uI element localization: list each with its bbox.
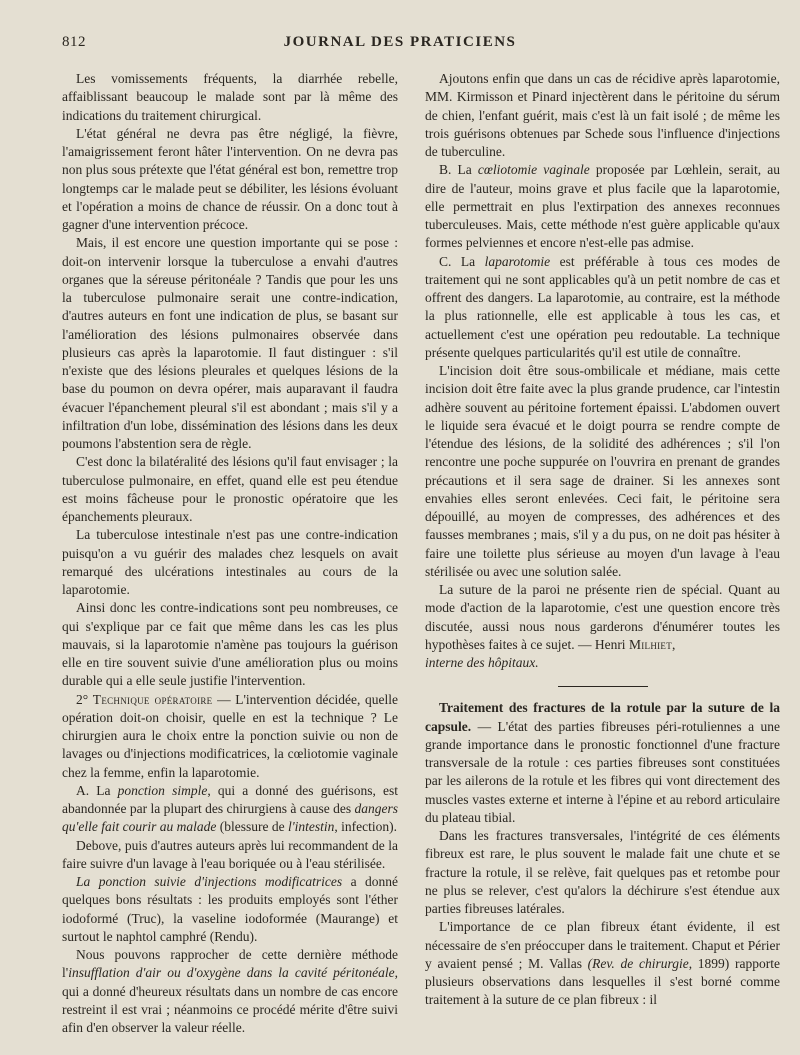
article-rotule bbox=[425, 699, 780, 827]
page-number: 812 bbox=[62, 34, 86, 50]
text-run: B. La bbox=[439, 162, 478, 178]
paragraph-ponction bbox=[62, 782, 398, 837]
author-name: Milhiet bbox=[628, 636, 673, 652]
text-run: , qui a donné d'heureux résultats dans un nombre de cas encore restreint il est vrai ; néanmoins ce procédé mérite d'être suivi afin d'en observer la valeur réelle. bbox=[62, 965, 398, 1035]
text-run: L'importance de ce plan fibreux étant évidente, il est nécessaire de s'en préoccuper dans le traitement. Chaput et Périer y avaient pensé ; M. Vallas bbox=[425, 919, 780, 971]
paragraph: Ainsi donc les contre-indications sont peu nombreuses, ce qui s'explique par ce fait que même dans les cas les plus mauvais, si la laparotomie n'amène pas toujours la guérison elle en tire souvent suivie d'une amélioration plus ou moins durable qui a elle seule justifie l'intervention. bbox=[62, 600, 398, 689]
italic-term: cœliotomie vaginale bbox=[477, 162, 590, 178]
section-heading: Technique opératoire bbox=[92, 691, 213, 707]
paragraph: C'est donc la bilatéralité des lésions qu'il faut envisager ; la tuberculose pulmonaire, en effet, quand elle est peu étendue est moins fâcheuse pour le pronostic opératoire que les épanchements pleuraux. bbox=[62, 454, 398, 524]
text-run: C. La bbox=[439, 253, 485, 269]
paragraph: Mais, il est encore une question importante qui se pose : doit-on intervenir lorsque la tuberculose a envahi d'autres organes que la séreuse péritonéale ? Tandis que pour les uns la tuberculose pulmonaire serait une contre-indication, d'autres auteurs en font une indication de plus, se basant sur l'amélioration des lésions pulmonaires observée dans plusieurs cas après la laparotomie. Il faut distinguer : s'il n'existe que des lésions pleurales et quelques lésions de la base du poumon on devra opérer, mais auparavant il faudra évacuer l'épanchement pleural s'il est abondant ; mais s'il y a infiltration d'un lobe, dissémination des lésions dans les deux poumons l'abstention sera de règle. bbox=[62, 235, 398, 451]
text-run: (blessure de bbox=[216, 819, 288, 835]
paragraph-insufflation bbox=[62, 946, 398, 1037]
paragraph: La tuberculose intestinale n'est pas une contre-indication puisqu'on a vu guérir des malades chez lesquels on avait remarqué des ulcérations intestinales au cours de la laparotomie. bbox=[62, 527, 398, 597]
paragraph: Dans les fractures transversales, l'intégrité de ces éléments fibreux est rare, le plus souvent le malade fait une chute et se fracture la rotule, il se relève, fait quelques pas et retombe pour ne plus se relever, c'est qu'alors la déchirure s'est étendue aux parties fibreuses latérales. bbox=[425, 828, 780, 916]
paragraph: Les vomissements fréquents, la diarrhée rebelle, affaiblissant beaucoup le malade sont par là même des indications du traitement chirurgical. bbox=[62, 71, 398, 123]
text-run: est préférable à tous ces modes de traitement qui ne sont applicables qu'à un petit nombre de cas et offrent des dangers. La laparotomie, au contraire, est la méthode la plus rationnelle, elle est applicable à tous les cas, et actuellement c'est une opération peu redoutable. La technique présente quelques particularités qu'il est utile de connaître. bbox=[425, 253, 780, 360]
paragraph: L'état général ne devra pas être négligé, la fièvre, l'amaigrissement feront hâter l'intervention. On ne devra pas non plus sous prétexte que l'état général est bon, remettre trop longtemps car le malade peut se débiliter, les lésions évoluant et l'opération a moins de chance de réussir. On a donc tout à gagner d'une intervention précoce. bbox=[62, 125, 398, 232]
text-run: — L'état des parties fibreuses péri-rotuliennes a une grande importance dans le pronostic fonctionnel d'une fracture transversale de la rotule : ces parties fibreuses sont constituées par les ailerons de la rotule et les fibres qui vont directement des muscles vastes externe et interne à l'épine et au rebord articulaire du plateau tibial. bbox=[425, 718, 780, 825]
section-number: 2° bbox=[76, 691, 89, 707]
page-header bbox=[0, 34, 800, 54]
article-heading: Traitement des fractures de la rotule par la suture de la capsule. bbox=[425, 700, 780, 734]
paragraph-suture bbox=[425, 581, 780, 672]
text-run: , 1899) rapporte plusieurs observations dans lesquelles il s'est borné comme traitement à la suture de ce plan fibreux : il bbox=[425, 955, 780, 1008]
right-column bbox=[425, 70, 780, 1010]
section-text: — L'intervention décidée, quelle opération doit-on choisir, quelle en est la technique ? Le chirurgien aura le choix entre la ponction suivie ou non de lavages ou d'injections modificatrices, la cœliotomie vaginale chez la femme, enfin la laparotomie. bbox=[62, 691, 398, 780]
text-run: , infection). bbox=[334, 819, 397, 835]
paragraph-vallas bbox=[425, 918, 780, 1009]
section-divider bbox=[558, 686, 648, 687]
italic-term: dangers qu'elle fait courir au malade bbox=[62, 801, 399, 835]
paragraph-injections bbox=[62, 873, 398, 946]
text-run: , qui a donné des guérisons, est abandonnée par la plupart des chirurgiens à cause des bbox=[62, 782, 398, 816]
text-run: , bbox=[672, 636, 676, 652]
text-run: La suture de la paroi ne présente rien de spécial. Quant au mode d'action de la laparotomie, c'est une question encore très discutée, aussi nous nous garderons d'énumérer toutes les hypothèses faites à ce sujet. — Henri bbox=[425, 582, 780, 652]
italic-term: ponction simple bbox=[117, 782, 208, 798]
paragraph: Debove, puis d'autres auteurs après lui recommandent de la faire suivre d'un lavage à l'eau boriquée ou à l'eau stérilisée. bbox=[62, 837, 398, 871]
paragraph-coeliotomie bbox=[425, 161, 780, 252]
italic-citation: (Rev. de chirurgie bbox=[587, 955, 689, 971]
italic-term: l'intestin bbox=[287, 819, 335, 835]
running-title: JOURNAL DES PRATICIENS bbox=[283, 34, 517, 50]
left-column bbox=[62, 70, 398, 1037]
paragraph: Ajoutons enfin que dans un cas de récidive après laparotomie, MM. Kirmisson et Pinard injectèrent dans le péritoine du sérum de chien, l'enfant guérit, mais c'est là un fait isolé ; de même les trois guérisons obtenues par Schede sous l'influence d'injections de tuberculine. bbox=[425, 71, 780, 159]
paragraph-laparotomie bbox=[425, 253, 780, 363]
text-run: a donné quelques bons résultats : les produits employés sont l'éther iodoformé (Truc), la vaseline iodoformée (Maurange) et surtout le naphtol camphré (Rendu). bbox=[62, 874, 399, 944]
italic-term: insufflation d'air ou d'oxygène dans la cavité péritonéale bbox=[68, 965, 395, 981]
text-run: Nous pouvons rapprocher de cette dernière méthode l' bbox=[62, 947, 398, 981]
text-run: proposée par Lœhlein, serait, au dire de l'auteur, moins grave et plus facile que la laparotomie, elle permettrait en plus l'extirpation des annexes reconnues tuberculeuses. Mais, cette méthode n'est guère applicable qu'aux formes pelviennes et encore n'est-elle pas admise. bbox=[425, 162, 781, 251]
section-technique bbox=[62, 691, 398, 782]
italic-term: La ponction suivie d'injections modificatrices bbox=[76, 874, 343, 889]
italic-term: laparotomie bbox=[484, 253, 551, 269]
author-title: interne des hôpitaux. bbox=[425, 655, 539, 670]
text-run: A. La bbox=[76, 782, 118, 798]
paragraph: L'incision doit être sous-ombilicale et médiane, mais cette incision doit être faite avec la plus grande prudence, car l'intestin adhère souvent au péritoine fortement épaissi. L'abdomen ouvert le liquide sera évacué et le doigt pourra se rendre compte de l'étendue des lésions, de la solidité des adhérences ; s'il l'on rencontre une poche suppurée on l'ouvrira en prenant de grandes précautions et il sera sage de drainer. Si les annexes sont envahies elles seront enlevées. Ceci fait, le péritoine sera dépouillé, au moyen de compresses, des adhérences et des fausses membranes ; mais, s'il y a du pus, on ne doit pas hésiter à faire une toilette plus sérieuse au moyen d'un lavage à l'eau stérilisée ou avec une solution salée. bbox=[425, 363, 780, 579]
